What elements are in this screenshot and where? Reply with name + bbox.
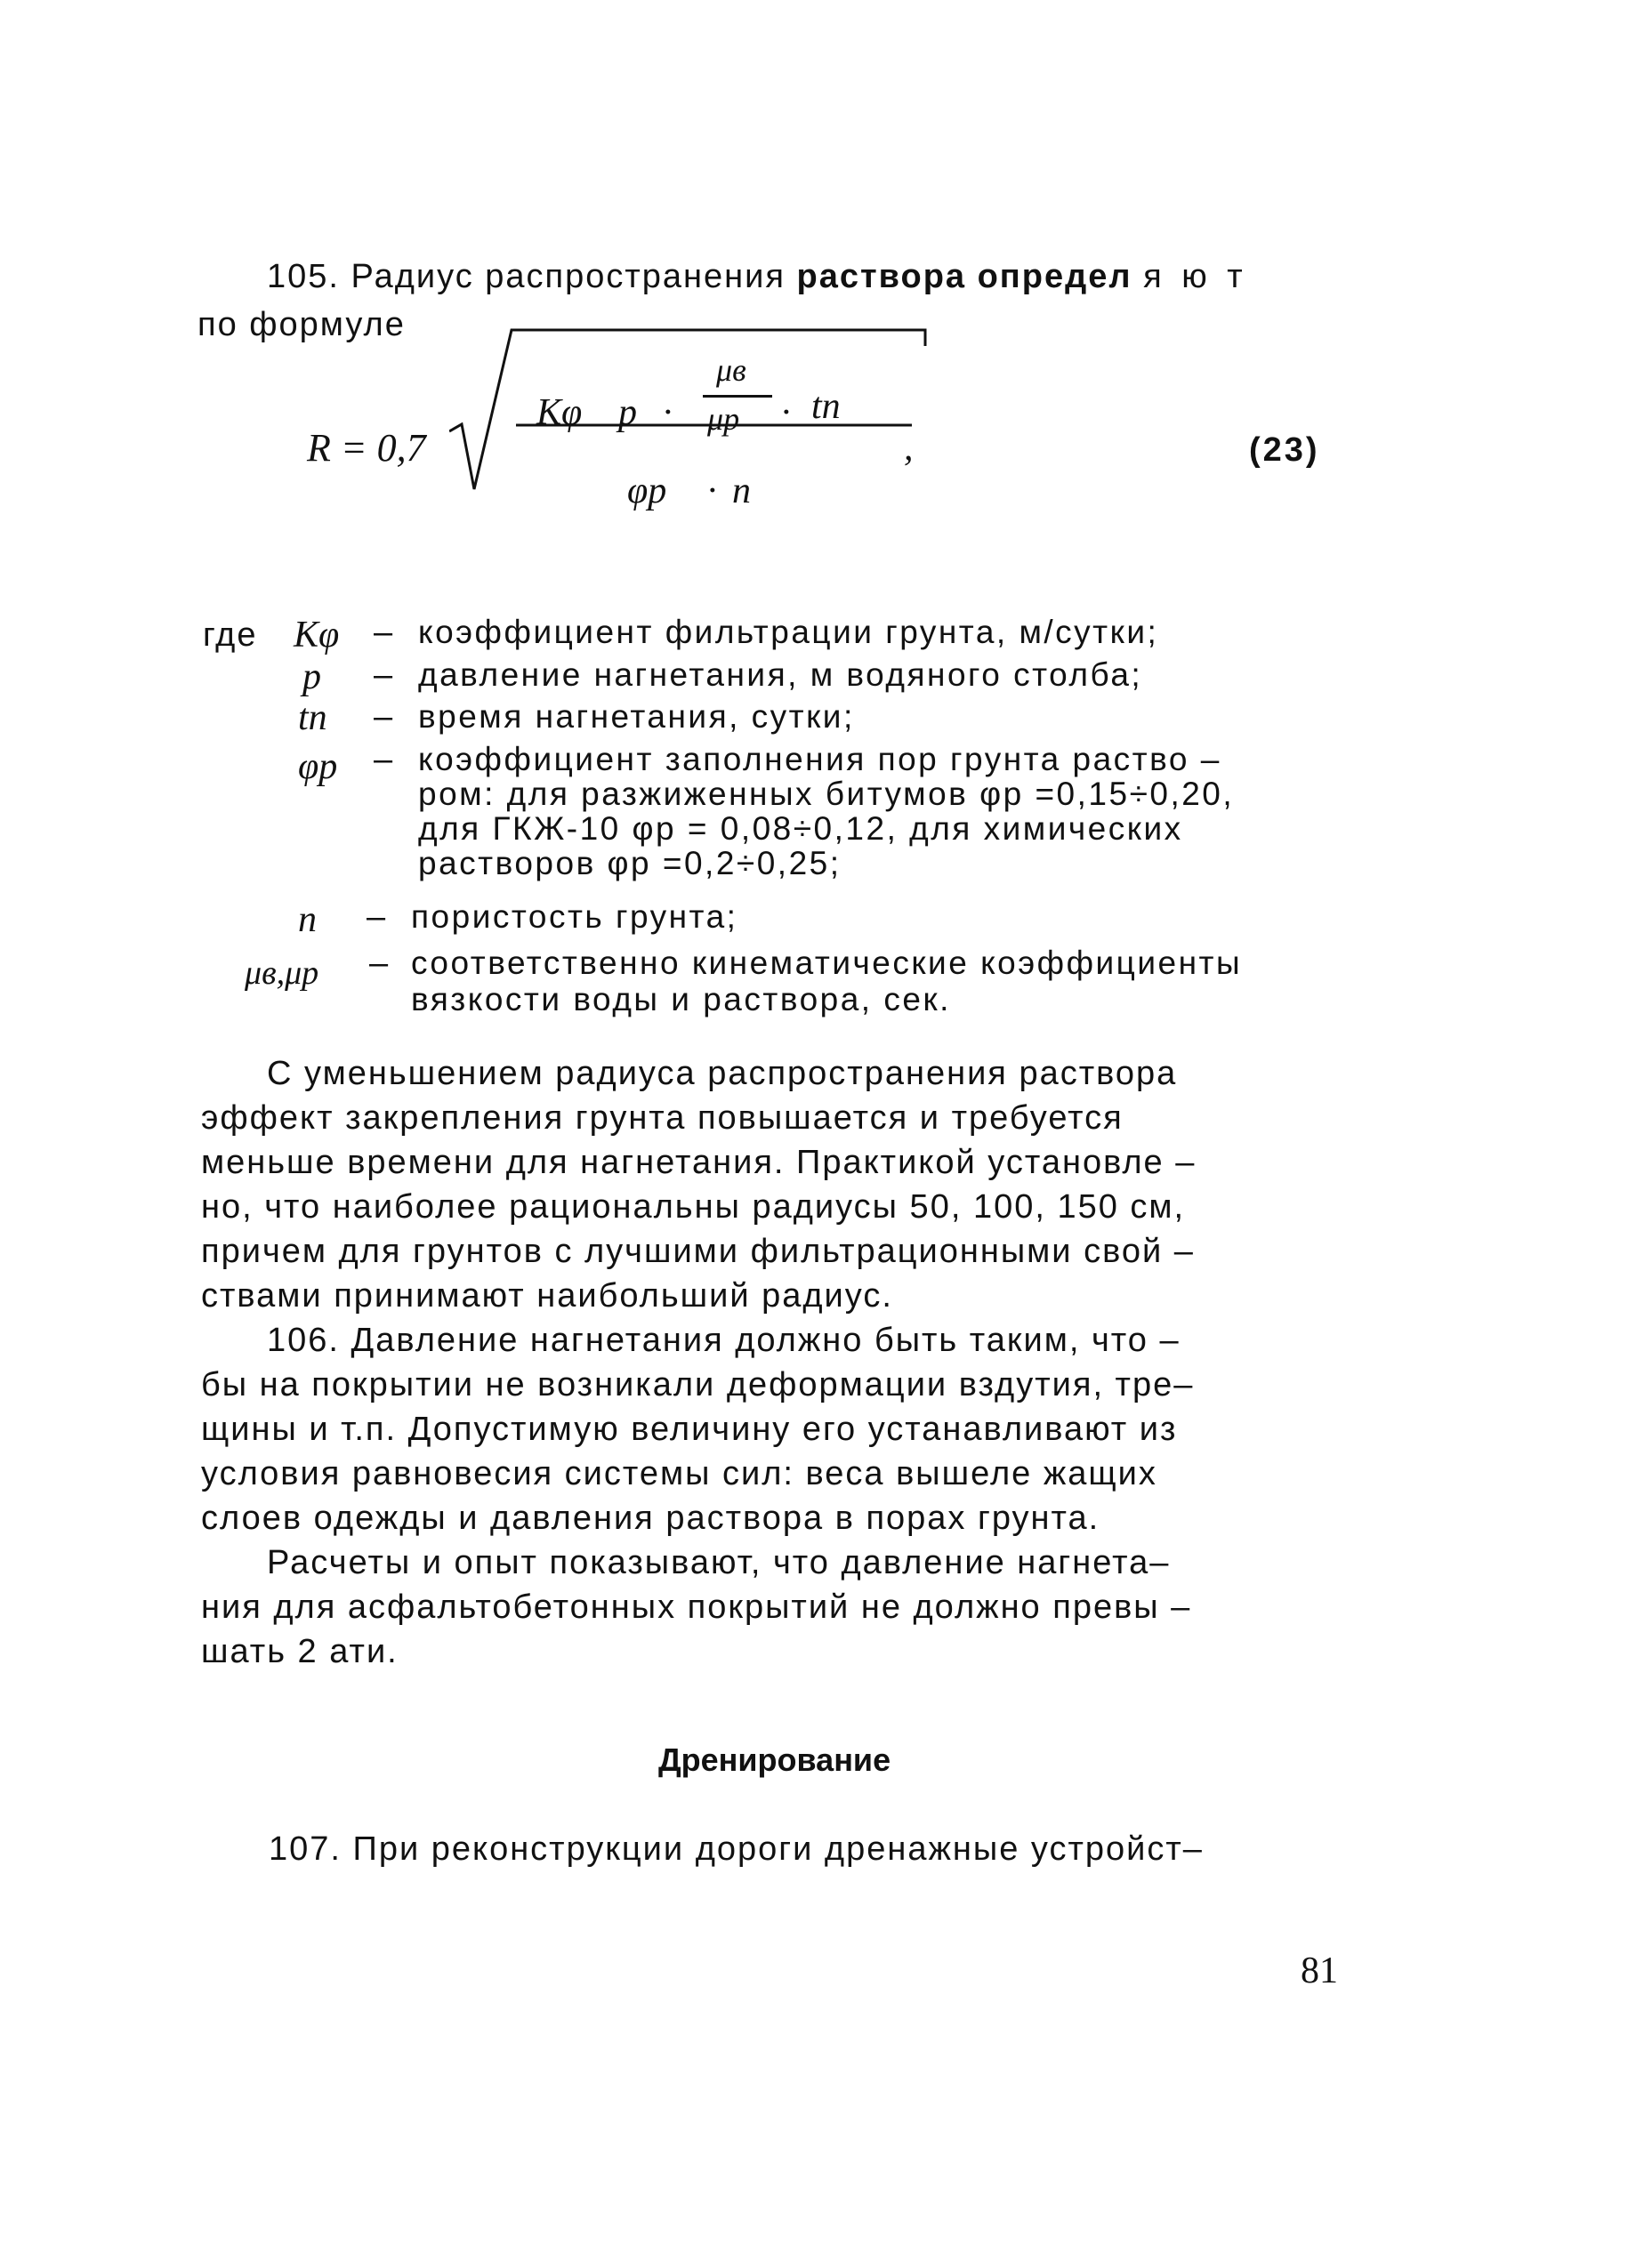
def-dash: –: [374, 698, 393, 736]
section-heading: Дренирование: [658, 1741, 891, 1778]
def-dash: –: [374, 741, 393, 778]
body-line: причем для грунтов с лучшими фильтрационными свой –: [201, 1233, 1195, 1270]
def-symbol-p: p: [302, 656, 321, 697]
formula-t-n: tп: [811, 386, 841, 427]
formula-dot-2: ·: [781, 392, 791, 433]
def-symbol-t-n: tп: [298, 697, 327, 738]
formula-inner-fraction-bar: [703, 395, 772, 398]
def-dash: –: [367, 898, 386, 936]
formula-k-phi: Kφ: [536, 392, 583, 433]
body-line: Расчеты и опыт показывают, что давление нагнета–: [267, 1544, 1171, 1581]
formula-mu-p: μр: [707, 401, 740, 437]
def-symbol-phi-p: φр: [298, 746, 338, 787]
def-symbol-k-phi: Kφ: [294, 615, 340, 655]
formula-comma: ,: [904, 428, 914, 469]
body-line: С уменьшением радиуса распространения раствора: [267, 1055, 1178, 1092]
body-line: щины и т.п. Допустимую величину его устанавливают из: [201, 1411, 1178, 1448]
para-107-line: 107. При реконструкции дороги дренажные устройст–: [269, 1830, 1204, 1868]
para-105-line-2: по формуле: [197, 306, 406, 343]
formula-n: n: [732, 470, 751, 511]
def-dash: –: [374, 614, 393, 651]
formula-23: [0, 0, 1628, 551]
para-105-text-c: я ю т: [1143, 258, 1248, 295]
def-text-p: давление нагнетания, м водяного столба;: [418, 656, 1143, 693]
def-text-mu-1: соответственно кинематические коэффициенты: [411, 945, 1243, 981]
def-text-phi-p-2: ром: для разжиженных битумов φр =0,15÷0,20,: [418, 776, 1235, 812]
def-symbol-n: n: [298, 899, 317, 940]
formula-dot-1: ·: [663, 392, 673, 433]
def-text-phi-p-4: растворов φр =0,2÷0,25;: [418, 845, 842, 881]
body-line: эффект закрепления грунта повышается и требуется: [201, 1099, 1124, 1137]
def-text-k-phi: коэффициент фильтрации грунта, м/сутки;: [418, 614, 1159, 650]
formula-dot-3: ·: [707, 470, 717, 511]
body-line: 106. Давление нагнетания должно быть таким, что –: [267, 1322, 1181, 1359]
body-line: слоев одежды и давления раствора в порах грунта.: [201, 1500, 1100, 1537]
radical-sign: [449, 325, 930, 494]
definitions-where: где: [203, 616, 258, 654]
def-dash: –: [369, 945, 389, 982]
body-line: ствами принимают наибольший радиус.: [201, 1277, 893, 1315]
body-line: бы на покрытии не возникали деформации вздутия, тре–: [201, 1366, 1195, 1403]
formula-lhs: R = 0,7: [307, 426, 426, 470]
page-number: 81: [1301, 1950, 1338, 1991]
def-text-phi-p-3: для ГКЖ-10 φр = 0,08÷0,12, для химических: [418, 810, 1183, 847]
body-line: ния для асфальтобетонных покрытий не должно превы –: [201, 1588, 1192, 1626]
body-line: шать 2 ати.: [201, 1633, 399, 1670]
para-105-text-a: 105. Радиус распространения: [267, 258, 786, 295]
equation-number: (23): [1249, 431, 1320, 469]
def-text-t-n: время нагнетания, сутки;: [418, 698, 855, 735]
def-text-n: пористость грунта;: [411, 898, 738, 935]
body-line: меньше времени для нагнетания. Практикой установле –: [201, 1144, 1197, 1181]
formula-mu-v: μв: [716, 352, 746, 388]
body-line: условия равновесия системы сил: веса вышеле жащих: [201, 1455, 1157, 1492]
body-line: но, что наиболее рациональны радиусы 50, 100, 150 см,: [201, 1188, 1186, 1226]
para-105-text-b: раствора определ: [796, 258, 1132, 295]
def-text-phi-p-1: коэффициент заполнения пор грунта раство –: [418, 741, 1221, 777]
formula-phi-p: φр: [627, 470, 667, 511]
formula-p: p: [618, 392, 637, 433]
def-text-mu-2: вязкости воды и раствора, сек.: [411, 981, 951, 1017]
def-symbol-mu: μв,μр: [245, 954, 319, 992]
def-dash: –: [374, 656, 393, 694]
